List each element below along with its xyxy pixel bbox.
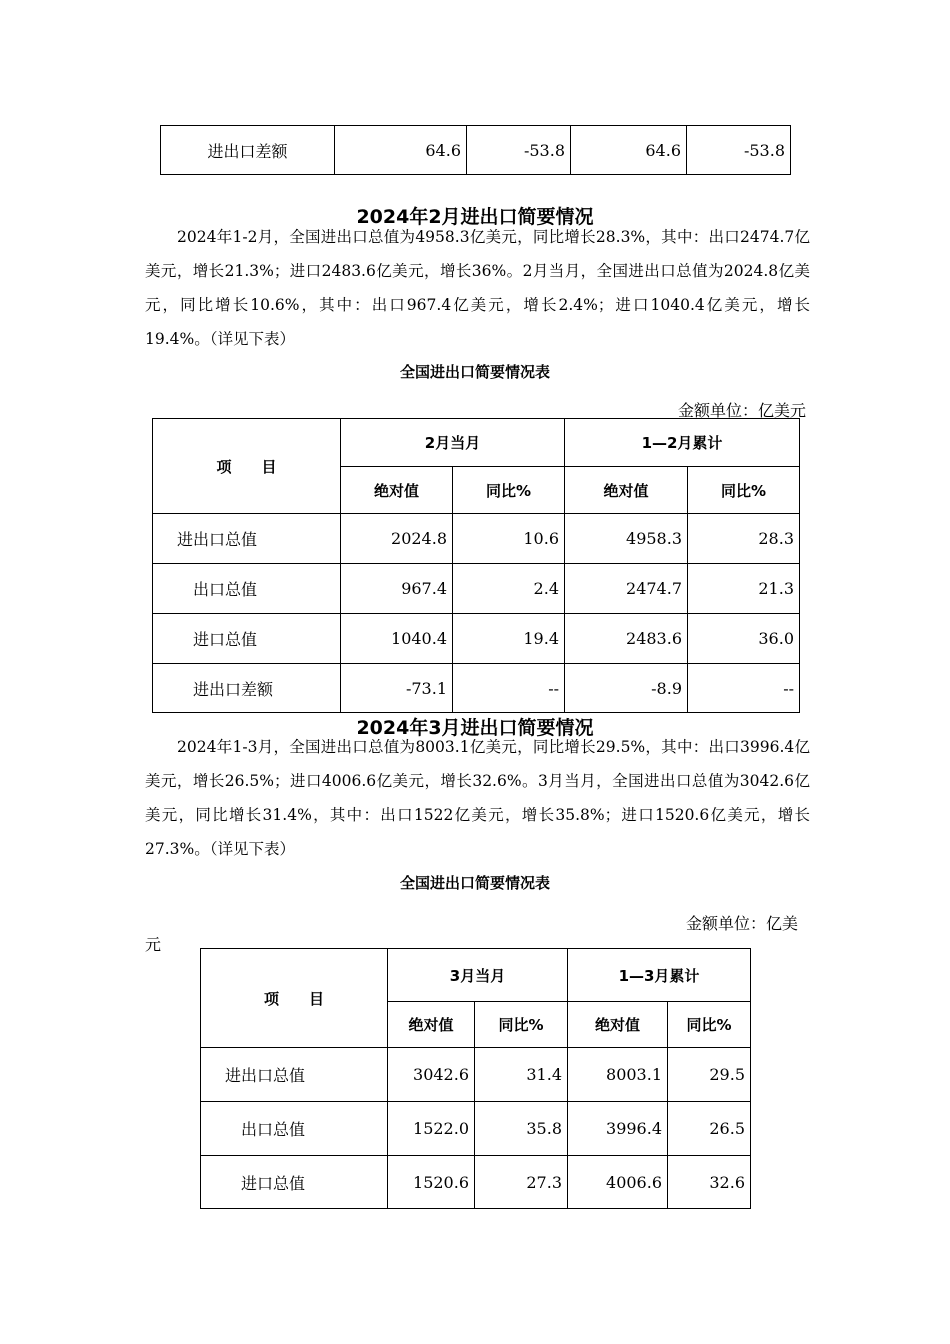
table-cell: 2.4: [453, 564, 565, 614]
header-yoy: 同比%: [453, 467, 565, 514]
table-cell: 4006.6: [568, 1156, 668, 1209]
top-partial-table: [160, 125, 791, 175]
summary-table-mar: [200, 948, 751, 1209]
table-row: [153, 564, 800, 614]
table-title-mar: 全国进出口简要情况表: [399, 874, 550, 892]
section-title-feb: 2024年2月进出口简要情况: [356, 206, 594, 228]
table-cell: 8003.1: [568, 1048, 668, 1102]
unit-label-mar: 金额单位：亿美: [685, 914, 798, 933]
header-month: 3月当月: [388, 949, 568, 1002]
unit-label-feb: 金额单位：亿美元: [677, 401, 806, 420]
header-item: 项 目: [153, 419, 341, 514]
table-cell: 19.4: [453, 614, 565, 664]
table-cell: -8.9: [565, 664, 688, 713]
table-row: [153, 514, 800, 564]
table-cell: 36.0: [688, 614, 800, 664]
table-row: [153, 664, 800, 713]
table-cell: 2474.7: [565, 564, 688, 614]
table-cell: 4958.3: [565, 514, 688, 564]
table-cell: 967.4: [341, 564, 453, 614]
table-cell: 35.8: [475, 1102, 568, 1156]
table-cell: 28.3: [688, 514, 800, 564]
header-abs: 绝对值: [568, 1002, 668, 1048]
row-label: 进出口总值: [201, 1048, 388, 1102]
row-label: 进口总值: [153, 614, 341, 664]
table-row: [201, 1048, 751, 1102]
table-cell: 31.4: [475, 1048, 568, 1102]
table-cell: 21.3: [688, 564, 800, 614]
paragraph-feb: [145, 220, 810, 356]
table-cell: 2483.6: [565, 614, 688, 664]
table-cell: --: [453, 664, 565, 713]
header-yoy: 同比%: [668, 1002, 751, 1048]
header-yoy: 同比%: [475, 1002, 568, 1048]
header-cumulative: 1—3月累计: [568, 949, 751, 1002]
header-yoy: 同比%: [688, 467, 800, 514]
table-row: [201, 1156, 751, 1209]
paragraph-feb-text: 2024年1-2月，全国进出口总值为4958.3亿美元，同比增长28.3%，其中：出口2474.7亿美元，增长21.3%；进口2483.6亿美元，增长36%。2月当月，全国进出口总值为2024.8亿美元，同比增长10.6%，其中：出口967.4亿美元，增长2.4%；进口1040.4亿美元，增长19.4%。（详见下表）: [145, 228, 810, 348]
header-abs: 绝对值: [565, 467, 688, 514]
header-item: 项 目: [201, 949, 388, 1048]
table-cell: 1520.6: [388, 1156, 475, 1209]
paragraph-mar-text: 2024年1-3月，全国进出口总值为8003.1亿美元，同比增长29.5%，其中：出口3996.4亿美元，增长26.5%；进口4006.6亿美元，增长32.6%。3月当月，全国进出口总值为3042.6亿美元，同比增长31.4%，其中：出口1522亿美元，增长35.8%；进口1520.6亿美元，增长27.3%。（详见下表）: [145, 738, 810, 858]
header-cumulative: 1—2月累计: [565, 419, 800, 467]
table-cell: 1040.4: [341, 614, 453, 664]
row-label: 进出口差额: [153, 664, 341, 713]
table-row: [153, 614, 800, 664]
table-title-feb: 全国进出口简要情况表: [399, 363, 550, 381]
table-cell: -73.1: [341, 664, 453, 713]
table-cell: 32.6: [668, 1156, 751, 1209]
table-row: [201, 1102, 751, 1156]
table-cell: 3042.6: [388, 1048, 475, 1102]
table-cell: 64.6: [571, 126, 687, 175]
header-month: 2月当月: [341, 419, 565, 467]
row-label: 出口总值: [201, 1102, 388, 1156]
table-cell: 29.5: [668, 1048, 751, 1102]
table-cell: -53.8: [687, 126, 791, 175]
table-cell: 2024.8: [341, 514, 453, 564]
paragraph-mar: [145, 730, 810, 866]
row-label: 进出口总值: [153, 514, 341, 564]
summary-table-feb: [152, 418, 800, 713]
table-cell: --: [688, 664, 800, 713]
section-title-mar: 2024年3月进出口简要情况: [356, 717, 594, 739]
table-cell: 27.3: [475, 1156, 568, 1209]
row-label: 进口总值: [201, 1156, 388, 1209]
header-abs: 绝对值: [388, 1002, 475, 1048]
table-cell: 3996.4: [568, 1102, 668, 1156]
table-row-label: 进出口差额: [161, 126, 335, 175]
table-cell: 1522.0: [388, 1102, 475, 1156]
row-label: 出口总值: [153, 564, 341, 614]
table-cell: -53.8: [467, 126, 571, 175]
header-abs: 绝对值: [341, 467, 453, 514]
table-cell: 10.6: [453, 514, 565, 564]
table-cell: 64.6: [335, 126, 467, 175]
unit-label-mar-wrap: 元: [145, 935, 162, 954]
table-cell: 26.5: [668, 1102, 751, 1156]
